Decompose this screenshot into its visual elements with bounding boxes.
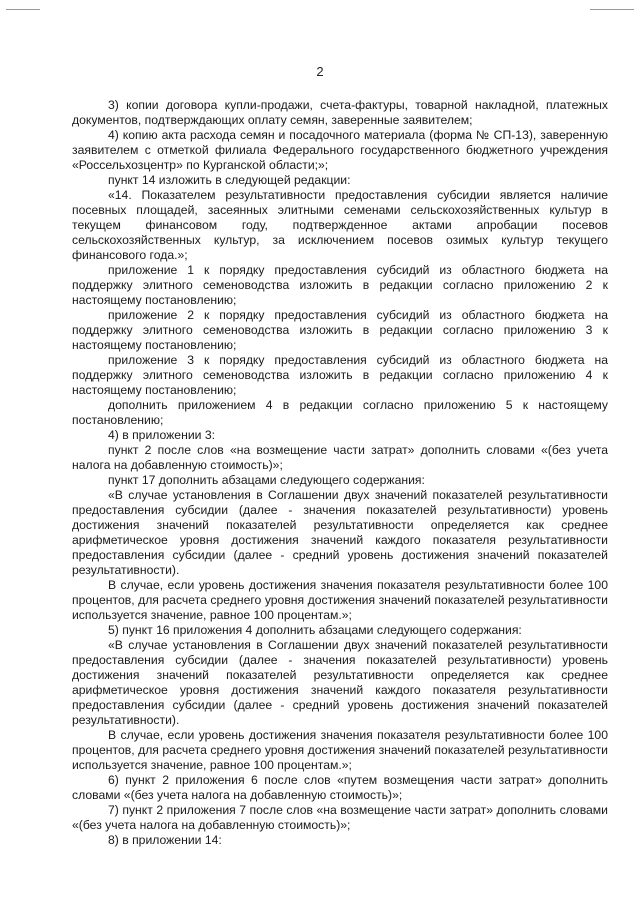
paragraph-8: дополнить приложением 4 в редакции согласно приложению 5 к настоящему постановлению; — [72, 398, 608, 427]
paragraph-13: В случае, если уровень достижения значения показателя результативности более 100 процентов, для расчета среднего уровня достижения значений показателей результативности используется значение, равное 100 процентам.»; — [72, 578, 608, 622]
paragraph-2: 4) копию акта расхода семян и посадочного материала (форма № СП-13), заверенную заявителем с отметкой филиала Федерального государственного бюджетного учреждения «Россельхозцентр» по Курганской области;»; — [72, 128, 608, 172]
paragraph-4: «14. Показателем результативности предоставления субсидии является наличие посевных площадей, засеянных элитными семенами сельскохозяйственных культур в текущем финансовом году, подтвержденное актами апробации посевов сельскохозяйственных культур, за исключением посевов озимых культур текущего финансового года.»; — [72, 188, 608, 262]
paragraph-19: 8) в приложении 14: — [108, 833, 222, 847]
scan-artifact-right — [590, 9, 634, 10]
paragraph-1: 3) копии договора купли-продажи, счета-фактуры, товарной накладной, платежных документов, подтверждающих оплату семян, заверенные заявителем; — [72, 98, 608, 127]
paragraph-10: пункт 2 после слов «на возмещение части затрат» дополнить словами «(без учета налога на добавленную стоимость)»; — [72, 443, 608, 472]
paragraph-11: пункт 17 дополнить абзацами следующего содержания: — [108, 473, 425, 487]
paragraph-3: пункт 14 изложить в следующей редакции: — [108, 173, 351, 187]
scan-artifact-left — [6, 9, 40, 10]
document-body — [72, 98, 608, 848]
paragraph-18: 7) пункт 2 приложения 7 после слов «на возмещение части затрат» дополнить словами «(без учета налога на добавленную стоимость)»; — [72, 803, 608, 832]
paragraph-6: приложение 2 к порядку предоставления субсидий из областного бюджета на поддержку элитного семеноводства изложить в редакции согласно приложению 3 к настоящему постановлению; — [72, 308, 608, 352]
paragraph-9: 4) в приложении 3: — [108, 428, 215, 442]
paragraph-5: приложение 1 к порядку предоставления субсидий из областного бюджета на поддержку элитного семеноводства изложить в редакции согласно приложению 2 к настоящему постановлению; — [72, 263, 608, 307]
paragraph-17: 6) пункт 2 приложения 6 после слов «путем возмещения части затрат» дополнить словами «(без учета налога на добавленную стоимость)»; — [72, 773, 608, 802]
page-number: 2 — [316, 64, 324, 79]
paragraph-16: В случае, если уровень достижения значения показателя результативности более 100 процентов, для расчета среднего уровня достижения значений показателей результативности используется значение, равное 100 процентам.»; — [72, 728, 608, 772]
paragraph-12: «В случае установления в Соглашении двух значений показателей результативности предоставления субсидии (далее - значения показателей результативности) уровень достижения значений показателей результативности определяется как среднее арифметическое уровня достижения значений каждого показателя результативности предоставления субсидии (далее - средний уровень достижения значений показателей результативности). — [72, 488, 608, 577]
paragraph-15: «В случае установления в Соглашении двух значений показателей результативности предоставления субсидии (далее - значения показателей результативности) уровень достижения значений показателей результативности определяется как среднее арифметическое уровня достижения значений каждого показателя результативности предоставления субсидии (далее - средний уровень достижения значений показателей результативности). — [72, 638, 608, 727]
paragraph-14: 5) пункт 16 приложения 4 дополнить абзацами следующего содержания: — [108, 623, 522, 637]
paragraph-7: приложение 3 к порядку предоставления субсидий из областного бюджета на поддержку элитного семеноводства изложить в редакции согласно приложению 4 к настоящему постановлению; — [72, 353, 608, 397]
